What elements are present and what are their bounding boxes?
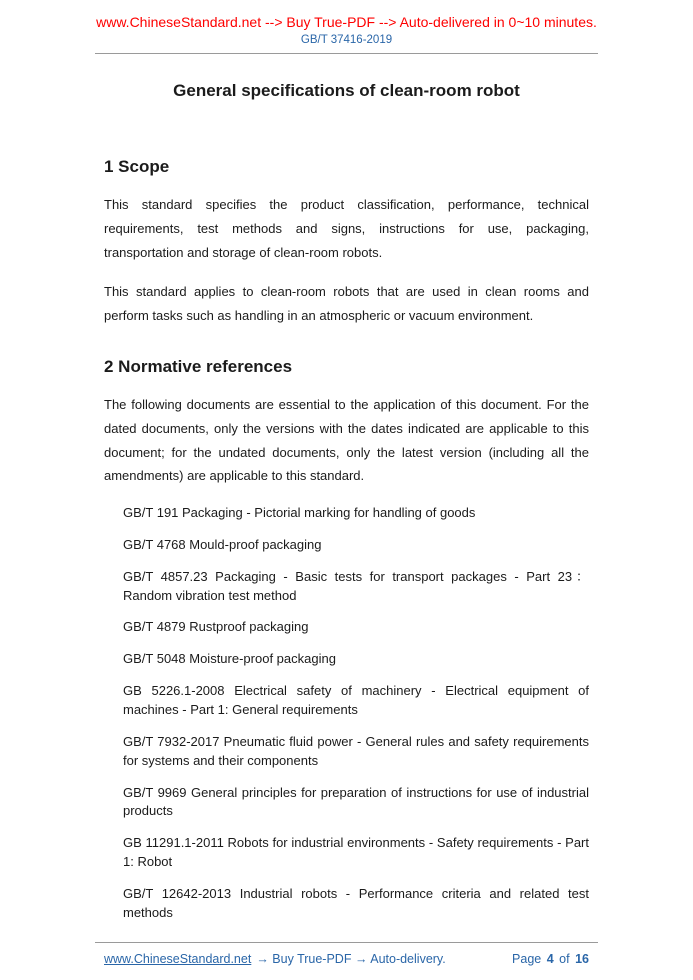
reference-item: GB 11291.1-2011 Robots for industrial environments - Safety requirements - Part 1: Robot <box>123 835 589 870</box>
reference-item: GB/T 4768 Mould-proof packaging <box>123 536 322 552</box>
scope-paragraph: This standard specifies the product classification, performance, technical requirements, test methods and signs, instructions for use, packaging, transportation and storage of clean-room robots. <box>104 197 589 260</box>
section-heading-scope: 1 Scope <box>104 157 170 177</box>
page-indicator <box>510 952 589 966</box>
footer-tagline: → Buy True-PDF → Auto-delivery. <box>256 952 446 966</box>
total-pages: 16 <box>575 952 589 966</box>
document-content <box>0 81 693 922</box>
page-label: Page <box>512 952 542 966</box>
page-number: 4 <box>546 952 554 966</box>
references-list <box>104 504 589 923</box>
footer-left <box>104 952 446 966</box>
reference-item: GB/T 4879 Rustproof packaging <box>123 619 309 635</box>
page-header <box>0 0 693 54</box>
normative-intro-paragraph: The following documents are essential to the application of this document. For the dated documents, only the versions with the dates indicated are applicable to this document; for the undated documents, only the latest version (including all the amendments) are applicable to this standard. <box>104 397 589 484</box>
of-label: of <box>559 952 570 966</box>
reference-item: GB 5226.1-2008 Electrical safety of machinery - Electrical equipment of machines - Part 1: General requirements <box>123 683 589 717</box>
reference-item: GB/T 191 Packaging - Pictorial marking for handling of goods <box>123 505 476 521</box>
document-title: General specifications of clean-room robot <box>173 81 520 101</box>
header-divider <box>95 53 598 54</box>
footer-divider <box>95 942 598 943</box>
standard-number: GB/T 37416-2019 <box>300 34 393 47</box>
footer-site-link[interactable]: www.ChineseStandard.net <box>104 952 252 966</box>
section-heading-normative: 2 Normative references <box>104 357 293 377</box>
scope-paragraph: This standard applies to clean-room robots that are used in clean rooms and perform tasks such as handling in an atmospheric or vacuum environment. <box>104 284 589 323</box>
reference-item: GB/T 5048 Moisture-proof packaging <box>123 651 336 667</box>
reference-item: GB/T 9969 General principles for preparation of instructions for use of industrial products <box>123 784 589 819</box>
page-footer <box>0 942 693 980</box>
reference-item: GB/T 7932-2017 Pneumatic fluid power - General rules and safety requirements for systems and their components <box>123 733 589 768</box>
reference-item: GB/T 4857.23 Packaging - Basic tests for transport packages - Part 23：Random vibration test method <box>123 568 589 603</box>
header-promo: www.ChineseStandard.net --> Buy True-PDF --> Auto-delivered in 0~10 minutes. <box>96 14 597 30</box>
reference-item: GB/T 12642-2013 Industrial robots - Performance criteria and related test methods <box>123 885 589 920</box>
